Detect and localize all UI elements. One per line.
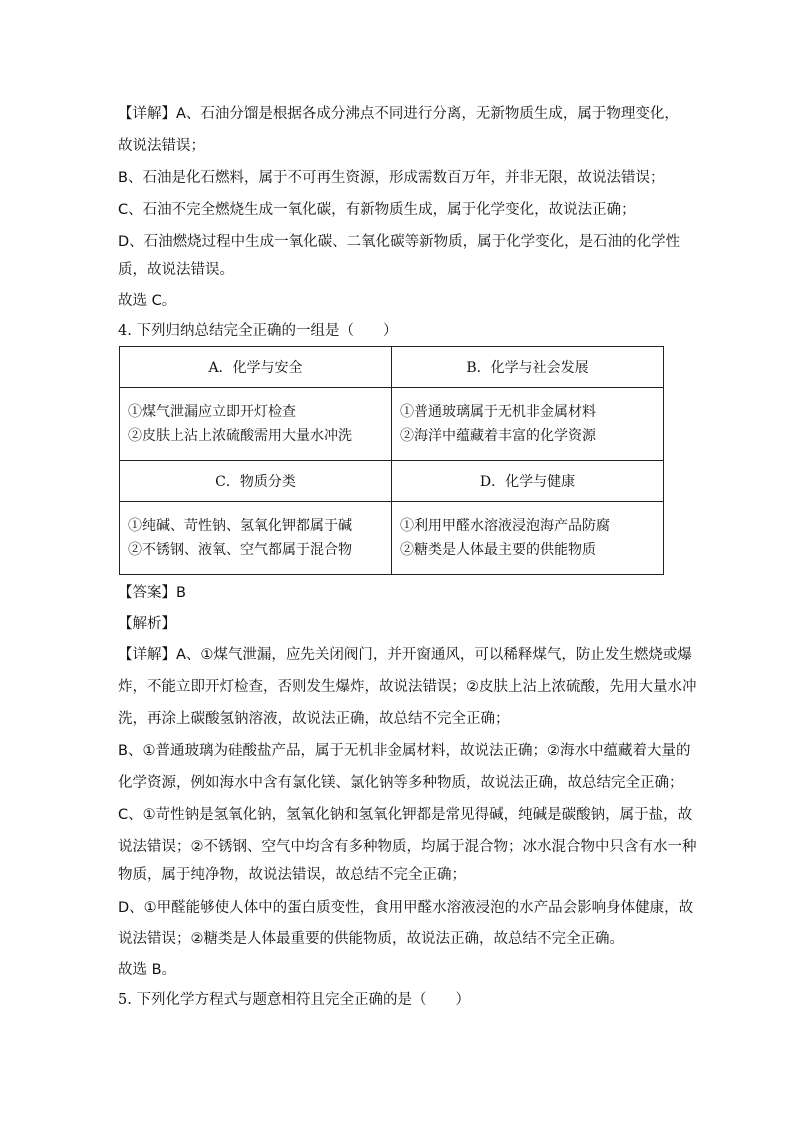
q4-detail-line-10: 说法错误；②糖类是人体最重要的供能物质，故说法正确，故总结不完全正确。 [118,931,624,947]
q4-analysis-label: 【解析】 [118,616,176,632]
option-d-item-2: ②糖类是人体最主要的供能物质 [400,542,596,558]
option-a-heading: A．化学与安全 [120,347,392,388]
option-c-content [120,502,392,575]
option-d-item-1: ①利用甲醛水溶液浸泡海产品防腐 [400,518,610,534]
option-a-item-2: ②皮肤上沾上浓硫酸需用大量水冲洗 [128,428,352,444]
q3-detail-line-4: C、石油不完全燃烧生成一氧化碳，有新物质生成，属于化学变化，故说法正确； [118,202,636,218]
q4-detail-line-4: B、①普通玻璃为硅酸盐产品，属于无机非金属材料，故说法正确；②海水中蕴藏着大量的 [118,743,691,759]
q3-detail-line-2: 故说法错误； [118,138,205,154]
option-b-heading: B．化学与社会发展 [392,347,664,388]
q4-choice: 故选 B。 [118,962,177,978]
q3-detail-line-3: B、石油是化石燃料，属于不可再生资源，形成需数百万年，并非无限，故说法错误； [118,170,665,186]
q4-detail-line-8: 物质，属于纯净物，故说法错误，故总结不完全正确； [118,867,466,883]
option-b-content [392,388,664,461]
q3-choice: 故选 C。 [118,293,177,309]
q4-answer: 【答案】B [118,585,186,601]
option-d-content [392,502,664,575]
q4-detail-line-6: C、①苛性钠是氢氧化钠，氢氧化钠和氢氧化钾都是常见得碱，纯碱是碳酸钠，属于盐，故 [118,807,693,823]
q5-stem: 5. 下列化学方程式与题意相符且完全正确的是（ ） [118,992,470,1008]
q4-detail-line-3: 洗，再涂上碳酸氢钠溶液，故说法正确，故总结不完全正确； [118,711,510,727]
option-b-item-1: ①普通玻璃属于无机非金属材料 [400,404,596,420]
q4-detail-line-7: 说法错误；②不锈钢、空气中均含有多种物质，均属于混合物；冰水混合物中只含有水一种 [118,839,697,855]
q3-detail-line-5: D、石油燃烧过程中生成一氧化碳、二氧化碳等新物质，属于化学变化，是石油的化学性 [118,234,681,250]
option-c-item-1: ①纯碱、苛性钠、氢氧化钾都属于碱 [128,518,352,534]
option-b-item-2: ②海洋中蕴藏着丰富的化学资源 [400,428,596,444]
q4-detail-line-1: 【详解】A、①煤气泄漏，应先关闭阀门，并开窗通风，可以稀释煤气，防止发生燃烧或爆 [118,647,692,663]
q4-detail-line-5: 化学资源，例如海水中含有氯化镁、氯化钠等多种物质，故说法正确，故总结完全正确； [118,775,684,791]
option-c-heading: C．物质分类 [120,461,392,502]
option-c-item-2: ②不锈钢、液氧、空气都属于混合物 [128,542,352,558]
q4-detail-line-2: 炸，不能立即开灯检查，否则发生爆炸，故说法错误；②皮肤上沾上浓硫酸，先用大量水冲 [118,679,697,695]
q3-detail-line-1: 【详解】A、石油分馏是根据各成分沸点不同进行分离，无新物质生成，属于物理变化， [118,106,679,122]
q4-stem: 4. 下列归纳总结完全正确的一组是（ ） [118,323,398,339]
q3-detail-line-6: 质，故说法错误。 [118,262,234,278]
q4-detail-line-9: D、①甲醛能够使人体中的蛋白质变性，食用甲醛水溶液浸泡的水产品会影响身体健康，故 [118,900,694,916]
option-a-item-1: ①煤气泄漏应立即开灯检查 [128,404,296,420]
option-d-heading: D．化学与健康 [392,461,664,502]
options-table [119,346,664,575]
option-a-content [120,388,392,461]
